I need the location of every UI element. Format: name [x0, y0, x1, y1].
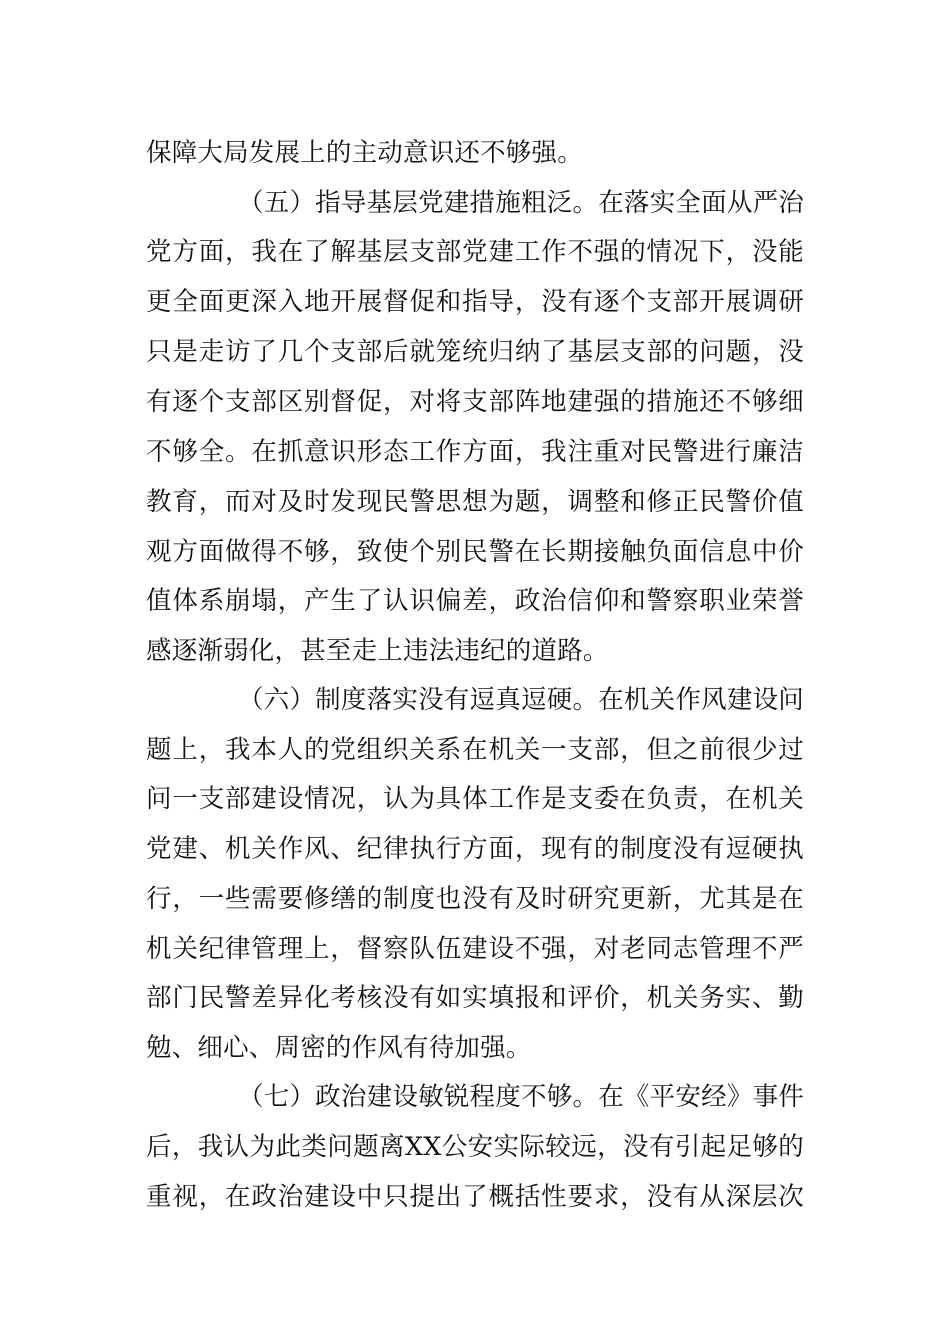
- text-line: 党方面，我在了解基层支部党建工作不强的情况下，没能: [146, 237, 804, 267]
- paragraph-heading-line: （六）制度落实没有逗真逗硬。在机关作风建设问: [238, 685, 804, 715]
- text-line: 后，我认为此类问题离XX公安实际较远，没有引起足够的: [146, 1132, 804, 1162]
- text-line: 观方面做得不够，致使个别民警在长期接触负面信息中价: [146, 537, 804, 567]
- text-line: 党建、机关作风、纪律执行方面，现有的制度没有逗硬执: [146, 834, 804, 864]
- text-line: 更全面更深入地开展督促和指导，没有逐个支部开展调研: [146, 287, 804, 317]
- text-line: 问一支部建设情况，认为具体工作是支委在负责，在机关: [146, 784, 804, 814]
- text-line: 只是走访了几个支部后就笼统归纳了基层支部的问题，没: [146, 337, 804, 367]
- text-line: 感逐渐弱化，甚至走上违法违纪的道路。: [146, 636, 609, 666]
- text-line: 勉、细心、周密的作风有待加强。: [146, 1033, 532, 1063]
- text-line: 行，一些需要修缮的制度也没有及时研究更新，尤其是在: [146, 884, 804, 914]
- text-line: 题上，我本人的党组织关系在机关一支部，但之前很少过: [146, 735, 804, 765]
- text-line: 保障大局发展上的主动意识还不够强。: [146, 138, 583, 168]
- text-line: 教育，而对及时发现民警思想为题，调整和修正民警价值: [146, 487, 804, 517]
- text-line: 不够全。在抓意识形态工作方面，我注重对民警进行廉洁: [146, 437, 804, 467]
- text-line: 机关纪律管理上，督察队伍建设不强，对老同志管理不严: [146, 934, 804, 964]
- text-line: 值体系崩塌，产生了认识偏差，政治信仰和警察职业荣誉: [146, 586, 804, 616]
- text-line: 重视，在政治建设中只提出了概括性要求，没有从深层次: [146, 1182, 804, 1212]
- paragraph-heading-line: （五）指导基层党建措施粗泛。在落实全面从严治: [238, 188, 804, 218]
- text-line: 部门民警差异化考核没有如实填报和评价，机关务实、勤: [146, 983, 804, 1013]
- paragraph-heading-line: （七）政治建设敏锐程度不够。在《平安经》事件: [238, 1082, 804, 1112]
- text-line: 有逐个支部区别督促，对将支部阵地建强的措施还不够细: [146, 387, 804, 417]
